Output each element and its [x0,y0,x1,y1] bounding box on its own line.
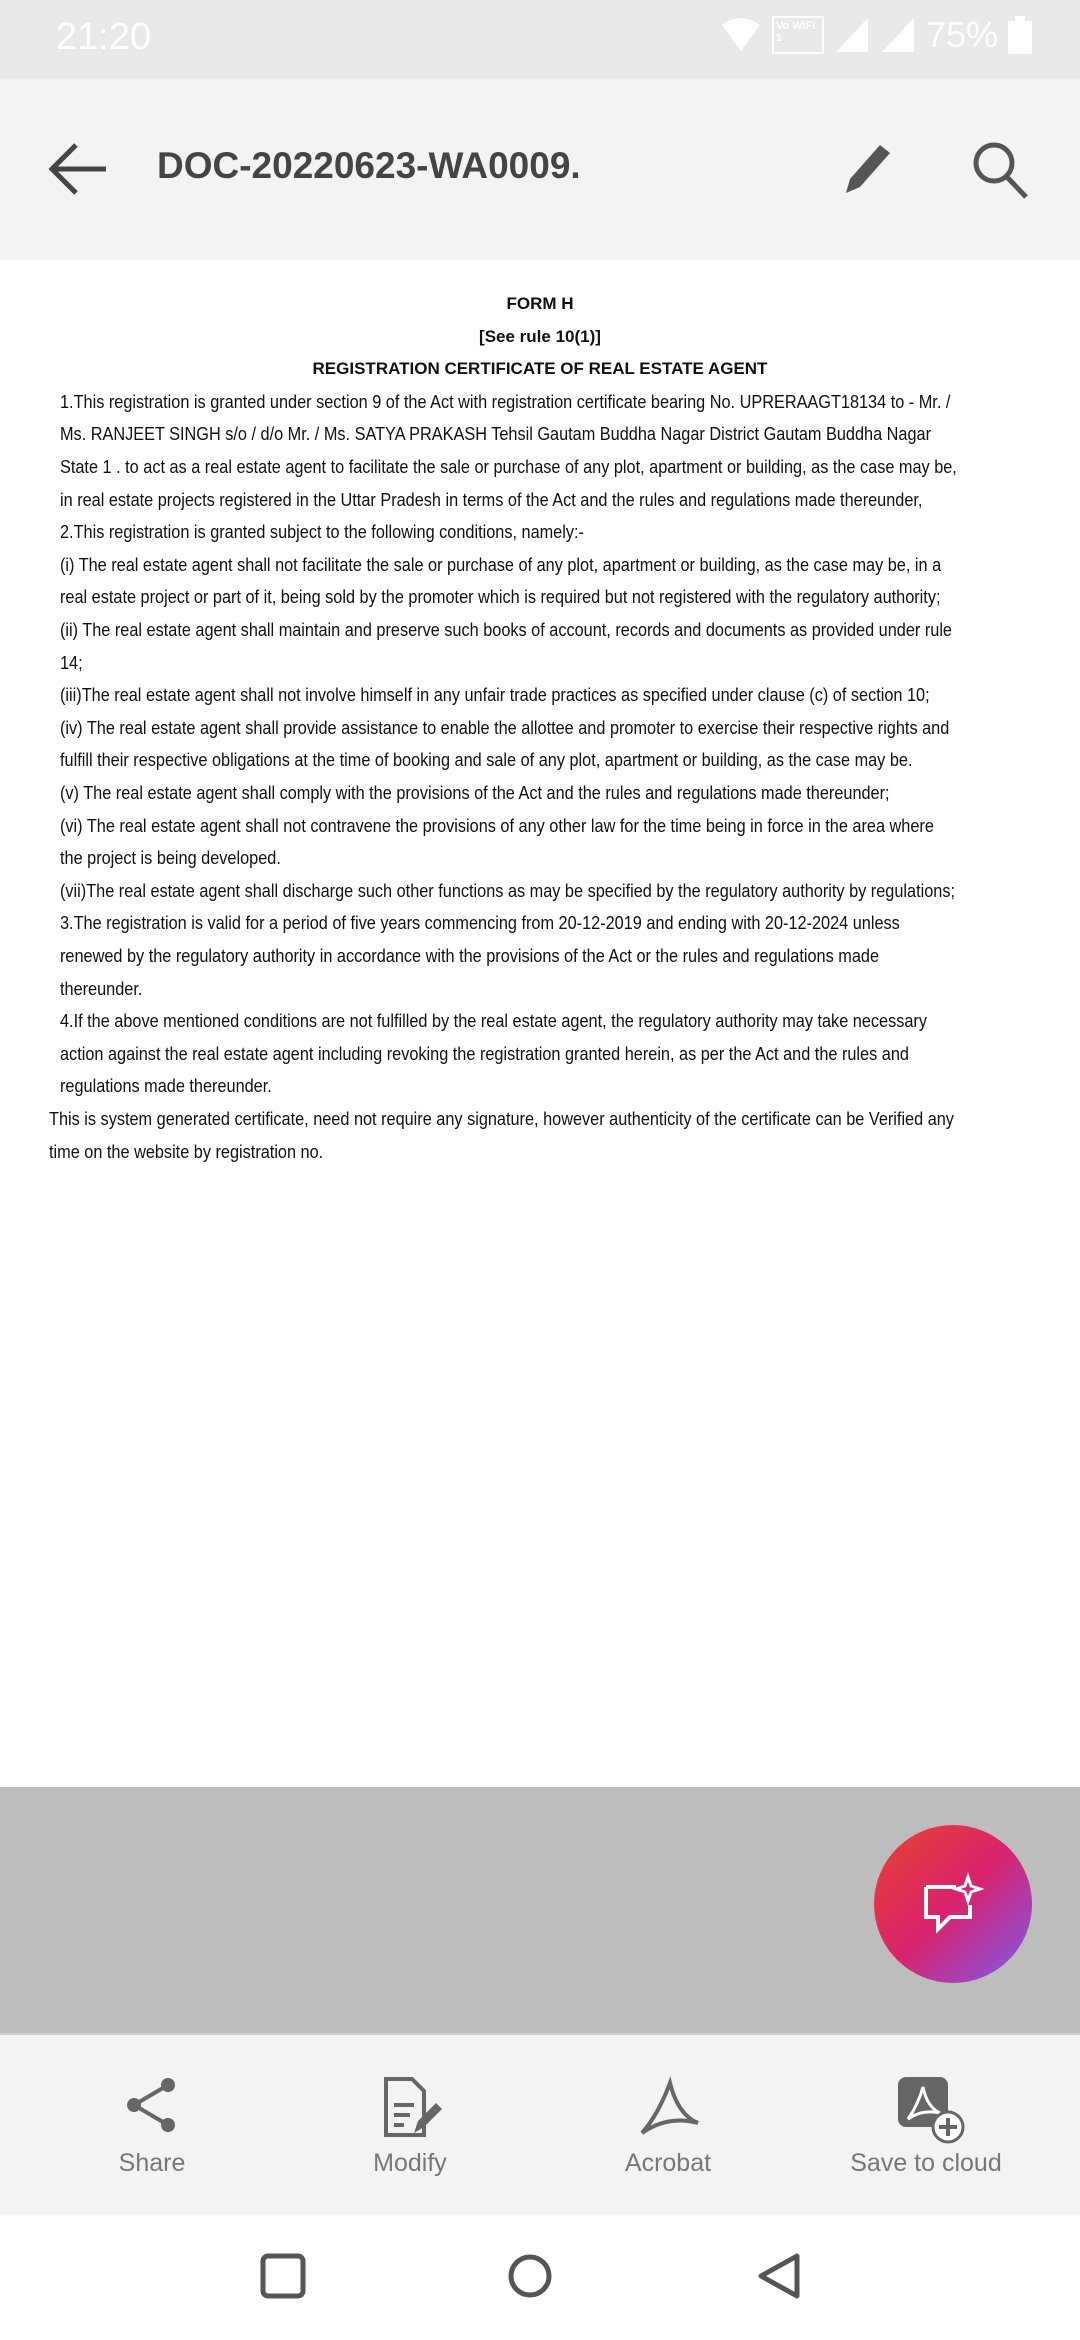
status-icons [720,14,1032,56]
home-circle-icon[interactable] [506,2252,554,2300]
document-text-line: (iv) The real estate agent shall provide assistance to enable the allottee and promoter to exercise their respective rights and [60,716,950,738]
status-bar [0,0,1080,79]
document-text-line: action against the real estate agent including revoking the registration granted herein, as per the Act and the rules and [60,1042,909,1064]
save-to-cloud-button[interactable] [806,2035,1046,2215]
document-text-line: in real estate projects registered in the Uttar Pradesh in terms of the Act and the rules and regulations made thereunder, [60,488,923,510]
document-text-line: State 1 . to act as a real estate agent to facilitate the sale or purchase of any plot, apartment or building, as the case may be, [60,456,957,477]
modify-document-icon [380,2075,444,2139]
wifi-icon [720,17,762,53]
document-text-line: (ii) The real estate agent shall maintain and preserve such books of account, records and documents as provided under rule [60,619,952,640]
acrobat-label: Acrobat [624,2149,712,2177]
document-text-line: 14; [60,651,83,673]
system-nav-bar [0,2215,1080,2340]
document-text-line: real estate project or part of it, being sold by the promoter which is required but not registered with the regulatory authority; [60,586,941,608]
document-heading: REGISTRATION CERTIFICATE OF REAL ESTATE AGENT [312,359,768,379]
signal-icon [834,16,870,54]
modify-button[interactable] [290,2035,530,2215]
app-toolbar [0,79,1080,260]
vowifi-icon: Vo WiFi 1 [772,16,824,54]
acrobat-button[interactable] [548,2035,788,2215]
ai-assistant-button[interactable] [874,1825,1032,1983]
edit-pencil-icon[interactable] [838,141,894,197]
back-arrow-icon[interactable] [48,141,108,197]
document-text-line: thereunder. [60,977,143,999]
document-text-line: (iii)The real estate agent shall not involve himself in any unfair trade practices as specified under clause (c) of section 10; [60,684,930,706]
document-text-line: time on the website by registration no. [49,1140,324,1162]
document-text-line: 4.If the above mentioned conditions are not fulfilled by the real estate agent, the regulatory authority may take necessary [60,1010,927,1032]
document-text-line: 2.This registration is granted subject to the following conditions, namely:- [60,521,584,543]
document-text-line: (v) The real estate agent shall comply with the provisions of the Act and the rules and regulations made thereunder; [60,782,890,803]
share-icon [122,2075,182,2135]
document-text-line: (i) The real estate agent shall not facilitate the sale or purchase of any plot, apartment or building, as the case may be, in a [60,553,942,575]
document-text-line: 1.This registration is granted under section 9 of the Act with registration certificate bearing No. UPRERAAGT18134 to - Mr. / [60,390,951,412]
save-to-cloud-icon [896,2075,966,2145]
status-time: 21:20 [56,16,152,58]
document-text-line: fulfill their respective obligations at the time of booking and sale of any plot, apartment or building, as the case may be. [60,749,913,771]
document-text-line: Ms. RANJEET SINGH s/o / d/o Mr. / Ms. SATYA PRAKASH Tehsil Gautam Buddha Nagar District Gautam Buddha Nagar [60,423,932,445]
document-text-line: the project is being developed. [60,847,281,869]
document-text-line: renewed by the regulatory authority in accordance with the provisions of the Act or the rules and regulations made [60,945,880,966]
share-label: Share [118,2149,186,2177]
document-title: DOC-20220623-WA0009. [157,145,581,186]
document-heading: [See rule 10(1)] [479,326,601,346]
share-button[interactable] [32,2035,272,2215]
document-text-line: This is system generated certificate, need not require any signature, however authenticity of the certificate can be Verified any [49,1108,954,1129]
signal-2-icon [880,16,916,54]
chat-sparkle-icon [920,1871,986,1937]
search-icon[interactable] [970,141,1030,201]
save-to-cloud-label: Save to cloud [850,2149,1002,2177]
acrobat-icon [638,2075,702,2139]
document-text-line: regulations made thereunder. [60,1075,272,1097]
document-heading: FORM H [506,294,574,313]
document-text-line: 3.The registration is valid for a period of five years commencing from 20-12-2019 and ending with 20-12-2024 unless [60,912,900,934]
modify-label: Modify [373,2149,447,2177]
pdf-page[interactable] [0,260,1080,1787]
document-text-line: (vii)The real estate agent shall discharge such other functions as may be specified by the regulatory authority by regulations; [60,879,955,901]
recents-square-icon[interactable] [259,2252,307,2300]
bottom-action-bar [0,2033,1080,2215]
document-text-line: (vi) The real estate agent shall not contravene the provisions of any other law for the time being in force in the area where [60,814,934,836]
back-triangle-icon[interactable] [755,2252,803,2300]
battery-icon [1008,16,1032,54]
battery-percent: 75% [925,14,998,55]
